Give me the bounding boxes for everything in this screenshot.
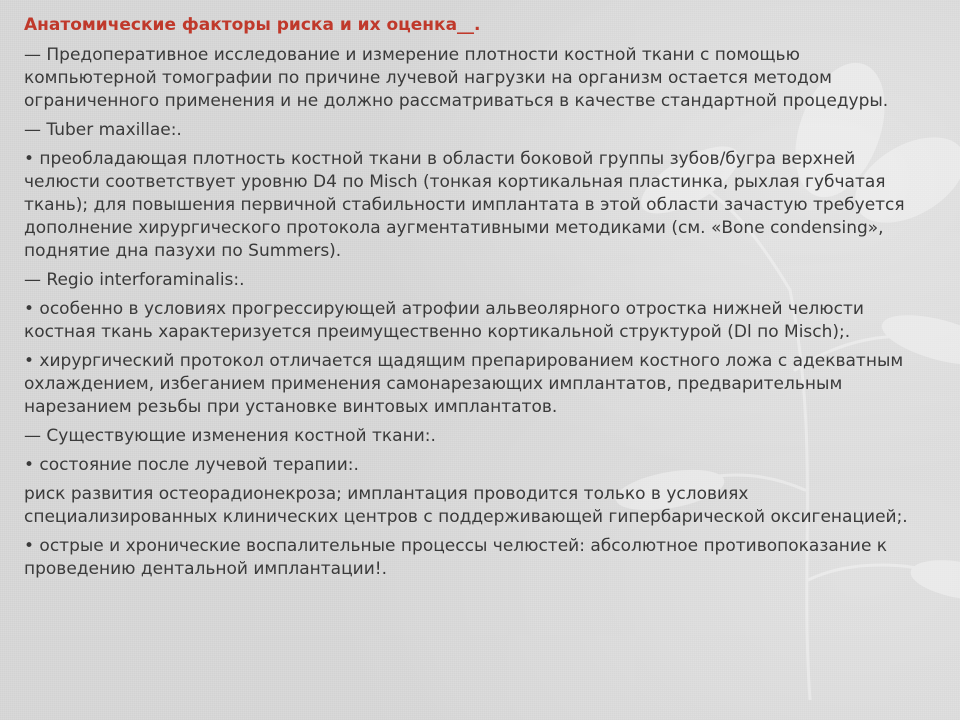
paragraph-8: • состояние после лучевой терапии:. bbox=[24, 455, 359, 475]
paragraph-3: • преобладающая плотность костной ткани в области боковой группы зубов/бугра верхней челюсти соответствует уровню D4 по Misch (тонкая кортикальная пластинка, рыхлая губчатая ткань); для повышения первичной стабильности имплантата в этой области зачастую требуется дополнение хирургического протокола аугментативными методиками (см. «Bone condensing», поднятие дна пазухи по Summers). bbox=[24, 149, 905, 261]
paragraph-6: • хирургический протокол отличается щадящим препарированием костного ложа с адекватным охлаждением, избеганием применения самонарезающих имплантатов, предварительным нарезанием резьбы при установке винтовых имплантатов. bbox=[24, 351, 904, 417]
paragraph-9: риск развития остеорадионекроза; имплантация проводится только в условиях специализированных клинических центров с поддерживающей гипербарической оксигенацией;. bbox=[24, 484, 908, 527]
paragraph-7: — Существующие изменения костной ткани:. bbox=[24, 426, 436, 446]
paragraph-2: — Tuber maxillae:. bbox=[24, 120, 182, 140]
paragraph-10: • острые и хронические воспалительные процессы челюстей: абсолютное противопоказание к проведению дентальной имплантации!. bbox=[24, 536, 888, 579]
paragraph-4: — Regio interforaminalis:. bbox=[24, 270, 245, 290]
paragraph-5: • особенно в условиях прогрессирующей атрофии альвеолярного отростка нижней челюсти костная ткань характеризуется преимущественно кортикальной структурой (Dl по Misch);. bbox=[24, 299, 864, 342]
slide-title: Анатомические факторы риска и их оценка__. bbox=[24, 15, 481, 35]
paragraph-1: — Предоперативное исследование и измерение плотности костной ткани с помощью компьютерной томографии по причине лучевой нагрузки на организм остается методом ограниченного применения и не должно рассматриваться в качестве стандартной процедуры. bbox=[24, 45, 889, 111]
slide-content bbox=[24, 14, 936, 587]
